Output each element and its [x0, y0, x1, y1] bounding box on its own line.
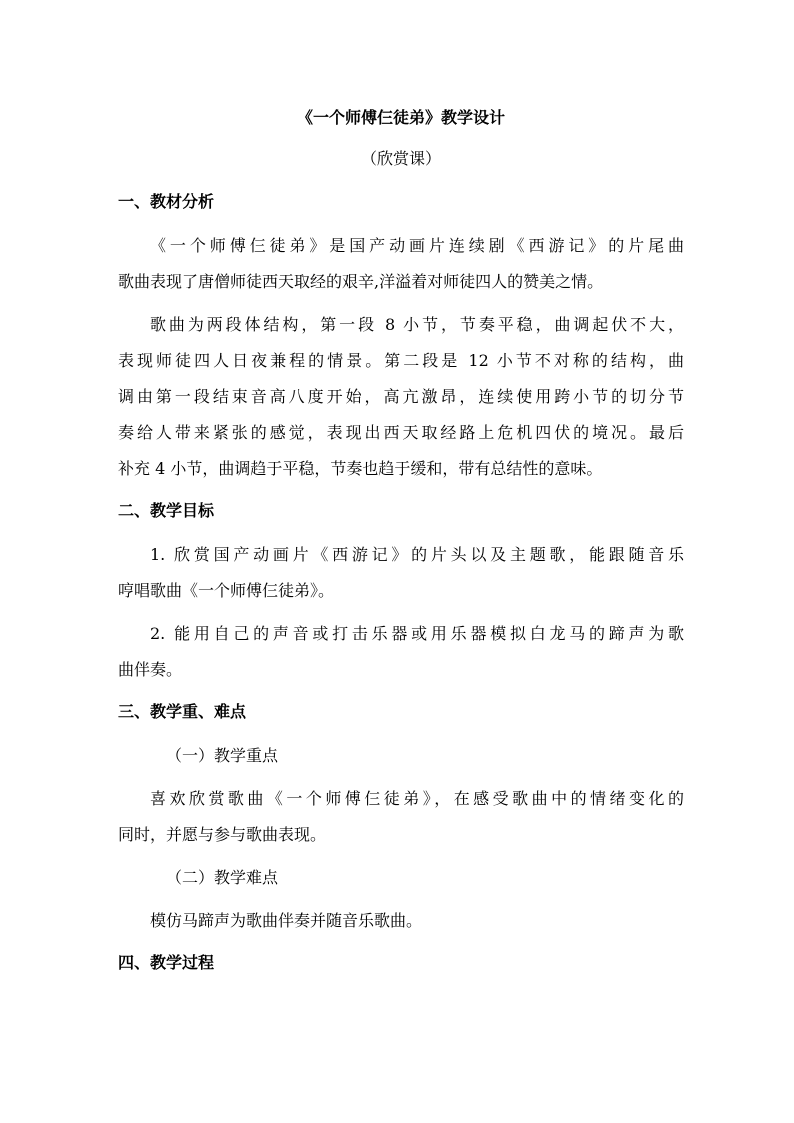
paragraph-line: 歌曲表现了唐僧师徒西天取经的艰辛,洋溢着对师徒四人的赞美之情。: [118, 272, 604, 291]
paragraph-line: 奏给人带来紧张的感觉，表现出西天取经路上危机四伏的境况。最后: [118, 423, 684, 442]
document-page: [118, 0, 684, 1123]
list-item-line: 2. 能用自己的声音或打击乐器或用乐器模拟白龙马的蹄声为歌: [150, 624, 684, 643]
paragraph-line: 调由第一段结束音高八度开始，高亢激昂，连续使用跨小节的切分节: [118, 387, 684, 406]
paragraph-line: 表现师徒四人日夜兼程的情景。第二段是 12 小节不对称的结构，曲: [118, 351, 684, 370]
paragraph-line: 歌曲为两段体结构，第一段 8 小节，节奏平稳，曲调起伏不大，: [150, 315, 684, 334]
document-subtitle: （欣赏课）: [360, 149, 441, 168]
section-heading-teaching-goals: 二、教学目标: [118, 501, 215, 520]
list-item-line: 曲伴奏。: [118, 660, 183, 679]
list-item-line: 1. 欣赏国产动画片《西游记》的片头以及主题歌，能跟随音乐: [150, 545, 684, 564]
section-heading-key-points: 三、教学重、难点: [118, 702, 247, 721]
list-item-line: 哼唱歌曲《一个师傅仨徒弟》。: [118, 581, 335, 600]
paragraph-line: 《一个师傅仨徒弟》是国产动画片连续剧《西游记》的片尾曲: [150, 236, 684, 255]
paragraph-line: 模仿马蹄声为歌曲伴奏并随音乐歌曲。: [150, 911, 423, 930]
document-title: 《一个师傅仨徒弟》教学设计: [296, 108, 505, 127]
paragraph-line: 同时，并愿与参与歌曲表现。: [118, 825, 327, 844]
section-heading-material-analysis: 一、教材分析: [118, 192, 215, 211]
paragraph-line: 喜欢欣赏歌曲《一个师傅仨徒弟》，在感受歌曲中的情绪变化的: [150, 789, 684, 808]
subsection-heading-key-point: （一）教学重点: [166, 746, 279, 765]
section-heading-teaching-process: 四、教学过程: [118, 953, 215, 972]
paragraph-line: 补充 4 小节，曲调趋于平稳，节奏也趋于缓和，带有总结性的意味。: [118, 459, 603, 478]
subsection-heading-difficulty: （二）教学难点: [166, 868, 279, 887]
